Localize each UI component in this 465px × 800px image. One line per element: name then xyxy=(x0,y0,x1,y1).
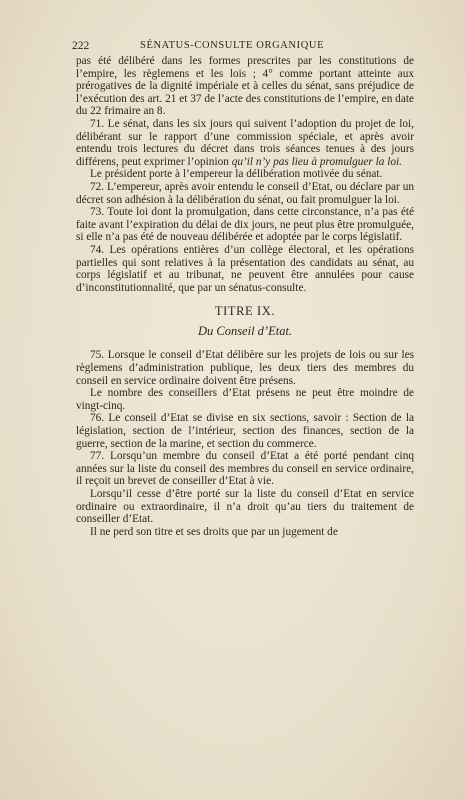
article-72: 72. L’empereur, après avoir entendu le conseil d’Etat, ou déclare par un décret son adhésion à la délibération du sénat, ou fait promulguer la loi. xyxy=(76,180,414,206)
article-75-continuation: Le nombre des conseillers d’Etat présens ne peut être moindre de vingt-cinq. xyxy=(76,387,414,412)
article-77-continuation: Lorsqu’il cesse d’être porté sur la liste du conseil d’Etat en service ordinaire ou extraordinaire, il n’a droit qu’au tiers du traitement de conseiller d’Etat. xyxy=(76,488,414,526)
page-header xyxy=(72,40,412,54)
article-71 xyxy=(76,118,414,168)
paragraph-continuation: pas été délibéré dans les formes prescrites par les constitutions de l’empire, les règlemens et les lois ; 4° comme portant atteinte aux prérogatives de la dignité impériale et à celles du sénat, sans préjudice de l’exécution des art. 21 et 37 de l’acte des constitutions de l’empire, en date du 22 frimaire an 8. xyxy=(76,55,414,118)
article-71-text: 71. Le sénat, dans les six jours qui suivent l’adoption du projet de loi, délibérant sur le rapport d’une commission spéciale, et après avoir entendu trois lectures du décret dans trois séances tenues à des jours différens, peut exprimer l’opinion xyxy=(76,117,414,168)
article-71-continuation: Le président porte à l’empereur la délibération motivée du sénat. xyxy=(90,168,383,181)
page-body xyxy=(76,55,414,538)
section-subtitle: Du Conseil d’Etat. xyxy=(197,323,293,338)
article-74: 74. Les opérations entières d’un collège électoral, et les opérations partielles qui sont relatives à la présentation des candidats au sénat, au corps législatif et au tribunat, ne peuvent être annulées pour cause d’inconstitutionnalité, que par un sénatus-consulte. xyxy=(76,243,414,294)
page-number: 222 xyxy=(72,40,90,52)
article-73: 73. Toute loi dont la promulgation, dans cette circonstance, n’a pas été faite avant l’expiration du délai de dix jours, ne peut plus être promulguée, si elle n’a pas été de nouveau délibérée et adoptée par le corps législatif. xyxy=(76,206,414,244)
article-75: 75. Lorsque le conseil d’Etat délibère sur les projets de lois ou sur les règlemens d’administration publique, les deux tiers des membres du conseil en service ordinaire doivent être présens. xyxy=(76,349,414,387)
article-76: 76. Le conseil d’Etat se divise en six sections, savoir : Section de la législation, section de l’intérieur, section des finances, section de la guerre, section de la marine, et section du commerce. xyxy=(76,412,414,450)
article-71-italic: qu’il n’y pas lieu à promulguer la loi. xyxy=(231,155,402,168)
running-title: SÉNATUS-CONSULTE ORGANIQUE xyxy=(140,40,325,51)
section-title: TITRE IX. xyxy=(214,304,276,319)
article-77-final-line: Il ne perd son titre et ses droits que par un jugement de xyxy=(90,525,338,538)
article-77: 77. Lorsqu’un membre du conseil d’Etat a été porté pendant cinq années sur la liste du conseil des membres du conseil en service ordinaire, il reçoit un brevet de conseiller d’Etat à vie. xyxy=(76,450,414,488)
